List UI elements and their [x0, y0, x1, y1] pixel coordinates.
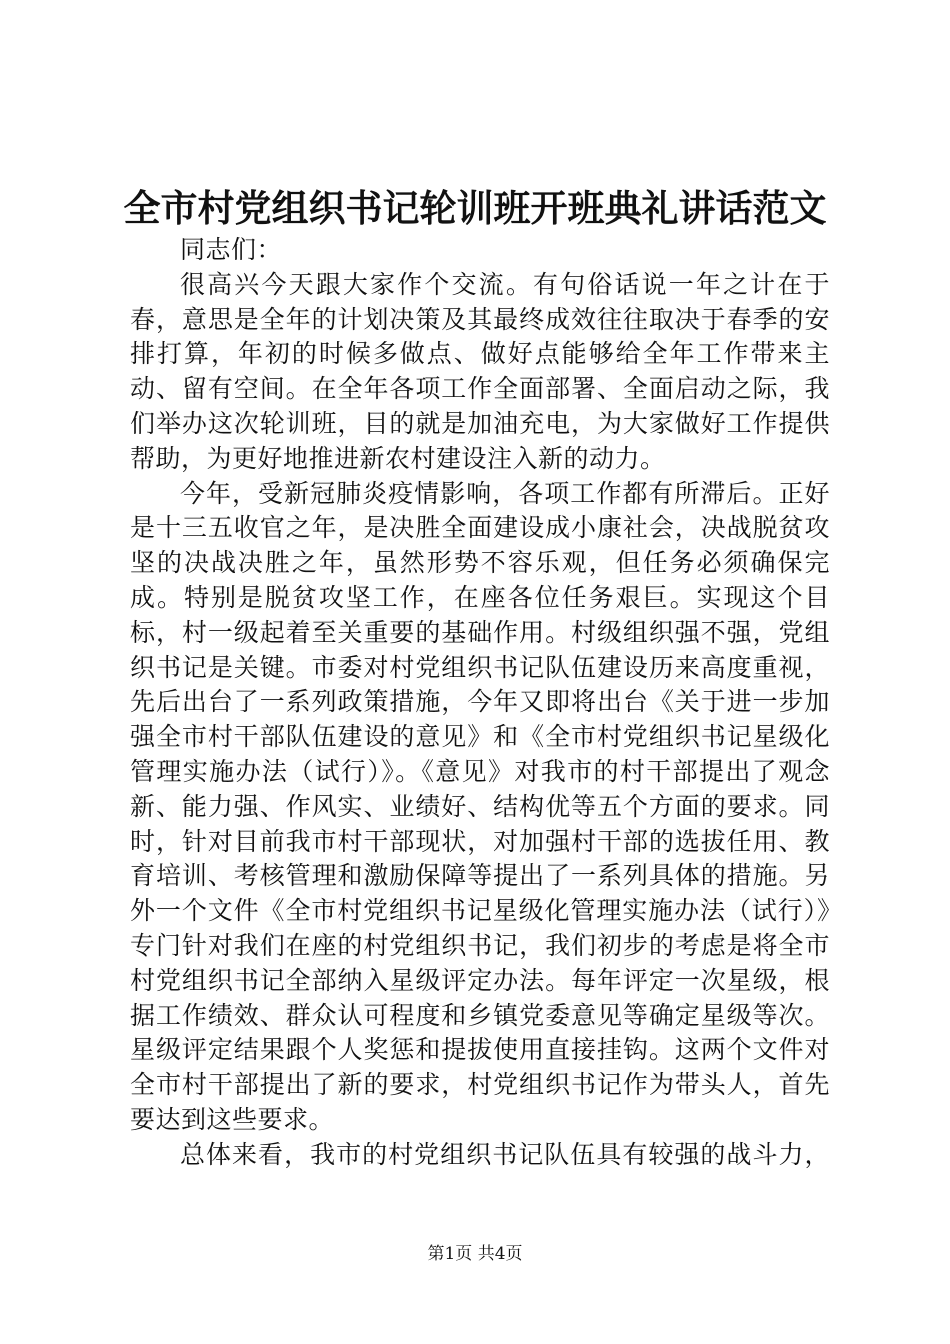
- page-number-footer: 第1页 共4页: [427, 1244, 523, 1264]
- document-body: [130, 233, 830, 1172]
- paragraph-3: 总体来看，我市的村党组织书记队伍具有较强的战斗力，: [180, 1139, 830, 1169]
- salutation: 同志们：: [180, 235, 283, 264]
- document-title: 全市村党组织书记轮训班开班典礼讲话范文: [123, 186, 827, 230]
- paragraph-2: 今年，受新冠肺炎疫情影响，各项工作都有所滞后。正好是十三五收官之年，是决胜全面建设成小康社会，决战脱贫攻坚的决战决胜之年，虽然形势不容乐观，但任务必须确保完成。特别是脱贫攻坚工作，在座各位任务艰巨。实现这个目标，村一级起着至关重要的基础作用。村级组织强不强，党组织书记是关键。市委对村党组织书记队伍建设历来高度重视，先后出台了一系列政策措施，今年又即将出台《关于进一步加强全市村干部队伍建设的意见》和《全市村党组织书记星级化管理实施办法（试行）》。《意见》对我市的村干部提出了观念新、能力强、作风实、业绩好、结构优等五个方面的要求。同时，针对目前我市村干部现状，对加强村干部的选拔任用、教育培训、考核管理和激励保障等提出了一系列具体的措施。另外一个文件《全市村党组织书记星级化管理实施办法（试行）》专门针对我们在座的村党组织书记，我们初步的考虑是将全市村党组织书记全部纳入星级评定办法。每年评定一次星级，根据工作绩效、群众认可程度和乡镇党委意见等确定星级等次。星级评定结果跟个人奖惩和提拔使用直接挂钩。这两个文件对全市村干部提出了新的要求，村党组织书记作为带头人，首先要达到这些要求。: [130, 478, 830, 1134]
- paragraph-1: 很高兴今天跟大家作个交流。有句俗话说一年之计在于春，意思是全年的计划决策及其最终成效往往取决于春季的安排打算，年初的时候多做点、做好点能够给全年工作带来主动、留有空间。在全年各项工作全面部署、全面启动之际，我们举办这次轮训班，目的就是加油充电，为大家做好工作提供帮助，为更好地推进新农村建设注入新的动力。: [130, 269, 830, 473]
